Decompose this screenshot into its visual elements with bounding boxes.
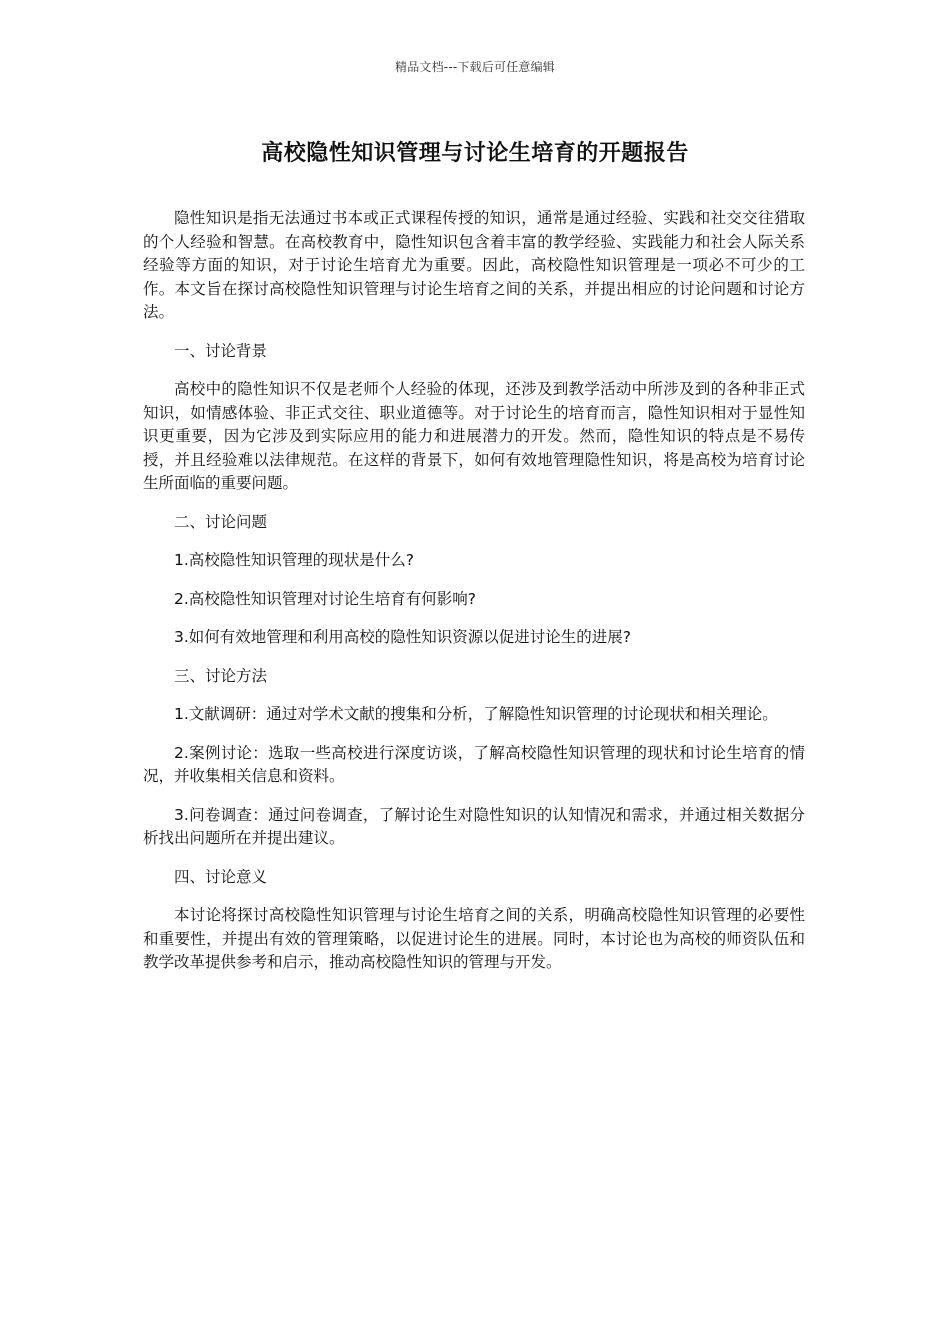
section-heading-background: 一、讨论背景 — [174, 341, 268, 360]
document-title: 高校隐性知识管理与讨论生培育的开题报告 — [261, 141, 689, 166]
section-heading-methods: 三、讨论方法 — [174, 666, 268, 685]
document-body — [143, 207, 805, 990]
method-item-1: 1.文献调研：通过对学术文献的搜集和分析，了解隐性知识管理的讨论现状和相关理论。 — [174, 705, 778, 723]
question-item-2: 2.高校隐性知识管理对讨论生培育有何影响? — [174, 589, 477, 608]
significance-paragraph: 本讨论将探讨高校隐性知识管理与讨论生培育之间的关系，明确高校隐性知识管理的必要性和重要性，并提出有效的管理策略，以促进讨论生的进展。同时，本讨论也为高校的师资队伍和教学改革提供参考和启示，推动高校隐性知识的管理与开发。 — [143, 906, 805, 971]
method-item-3: 3.问卷调查：通过问卷调查，了解讨论生对隐性知识的认知情况和需求，并通过相关数据分析找出问题所在并提出建议。 — [143, 805, 805, 847]
question-item-1: 1.高校隐性知识管理的现状是什么? — [174, 551, 415, 569]
background-paragraph: 高校中的隐性知识不仅是老师个人经验的体现，还涉及到教学活动中所涉及到的各种非正式知识，如情感体验、非正式交往、职业道德等。对于讨论生的培育而言，隐性知识相对于显性知识更重要，因为它涉及到实际应用的能力和进展潜力的开发。然而，隐性知识的特点是不易传授，并且经验难以法律规范。在这样的背景下，如何有效地管理隐性知识，将是高校为培育讨论生所面临的重要问题。 — [143, 380, 805, 492]
header-note: 精品文档---下载后可任意编辑 — [395, 60, 555, 74]
section-heading-questions: 二、讨论问题 — [174, 512, 268, 531]
section-heading-significance: 四、讨论意义 — [174, 867, 268, 886]
intro-paragraph: 隐性知识是指无法通过书本或正式课程传授的知识，通常是通过经验、实践和社交交往猎取的个人经验和智慧。在高校教育中，隐性知识包含着丰富的教学经验、实践能力和社会人际关系经验等方面的知识，对于讨论生培育尤为重要。因此，高校隐性知识管理是一项必不可少的工作。本文旨在探讨高校隐性知识管理与讨论生培育之间的关系，并提出相应的讨论问题和讨论方法。 — [143, 209, 805, 321]
question-item-3: 3.如何有效地管理和利用高校的隐性知识资源以促进讨论生的进展? — [174, 628, 632, 646]
method-item-2: 2.案例讨论：选取一些高校进行深度访谈，了解高校隐性知识管理的现状和讨论生培育的情况，并收集相关信息和资料。 — [143, 743, 805, 785]
